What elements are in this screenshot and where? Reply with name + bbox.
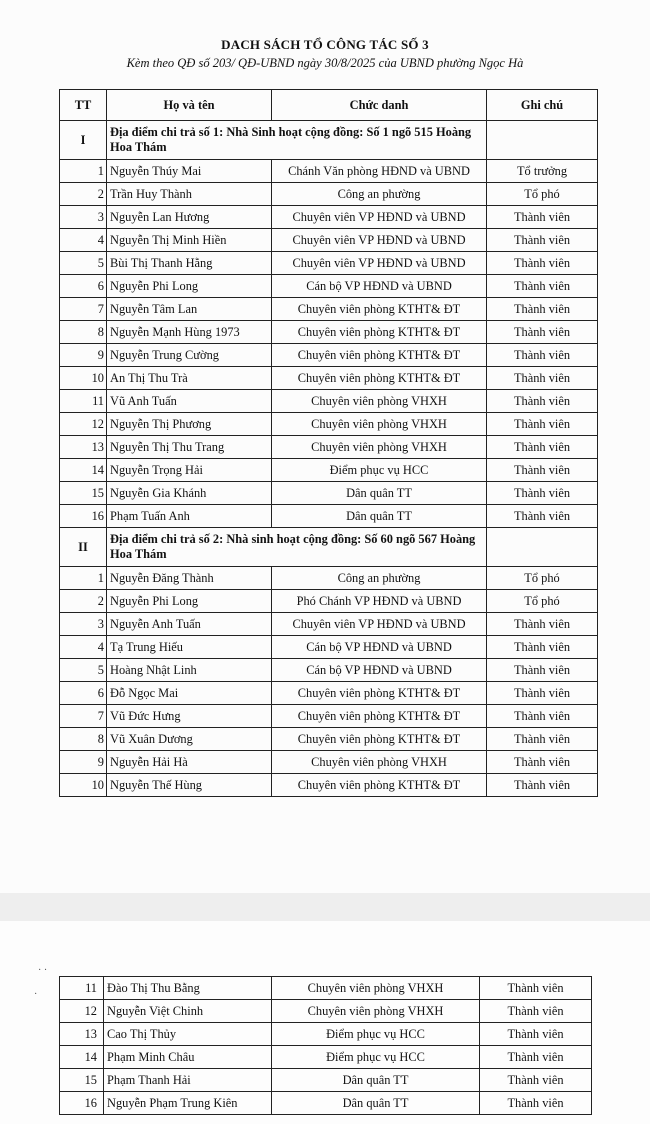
row-number-cell bbox=[60, 229, 107, 252]
header-position: Chức danh bbox=[272, 90, 487, 121]
row-number-cell bbox=[60, 183, 107, 206]
row-position: Dân quân TT bbox=[272, 482, 487, 505]
table-row bbox=[60, 229, 598, 252]
row-note: Thành viên bbox=[480, 1092, 592, 1115]
row-number-cell bbox=[60, 482, 107, 505]
row-number: 13 bbox=[60, 1023, 104, 1046]
row-name: Đỗ Ngọc Mai bbox=[107, 682, 272, 705]
row-number: 9 bbox=[97, 348, 104, 362]
table-row bbox=[60, 613, 598, 636]
row-number-cell bbox=[60, 613, 107, 636]
section-number: I bbox=[60, 121, 107, 160]
table-row bbox=[60, 1046, 592, 1069]
staff-table-continuation bbox=[59, 976, 592, 1115]
row-number: 11 bbox=[92, 394, 104, 408]
row-number: 2 bbox=[97, 594, 104, 608]
row-number: 3 bbox=[97, 617, 104, 631]
row-position: Công an phường bbox=[272, 183, 487, 206]
row-note: Thành viên bbox=[487, 436, 598, 459]
row-number: 10 bbox=[91, 371, 104, 385]
row-note: Tổ trưởng bbox=[487, 160, 598, 183]
row-number: 15 bbox=[91, 486, 104, 500]
row-name: Bùi Thị Thanh Hằng bbox=[107, 252, 272, 275]
document-subtitle: Kèm theo QĐ số 203/ QĐ-UBND ngày 30/8/2025 của UBND phường Ngọc Hà bbox=[126, 56, 524, 70]
row-number: 4 bbox=[97, 640, 104, 654]
empty-cell bbox=[487, 121, 598, 160]
row-position: Dân quân TT bbox=[272, 505, 487, 528]
row-name: Nguyễn Phi Long bbox=[107, 275, 272, 298]
table-row bbox=[60, 275, 598, 298]
row-number: 12 bbox=[91, 417, 104, 431]
row-position: Chuyên viên phòng VHXH bbox=[272, 436, 487, 459]
row-note: Thành viên bbox=[487, 275, 598, 298]
row-number-cell bbox=[60, 367, 107, 390]
row-number-cell bbox=[60, 636, 107, 659]
empty-cell bbox=[487, 528, 598, 567]
row-position: Chuyên viên VP HĐND và UBND bbox=[272, 206, 487, 229]
table-row bbox=[60, 728, 598, 751]
row-name: Nguyễn Thị Thu Trang bbox=[107, 436, 272, 459]
row-note: Thành viên bbox=[487, 659, 598, 682]
row-note: Thành viên bbox=[487, 774, 598, 797]
document-title: DACH SÁCH TỔ CÔNG TÁC SỐ 3 bbox=[221, 37, 429, 52]
row-position: Phó Chánh VP HĐND và UBND bbox=[272, 590, 487, 613]
row-position: Dân quân TT bbox=[272, 1069, 480, 1092]
row-number: 16 bbox=[91, 509, 104, 523]
row-number: 9 bbox=[97, 755, 104, 769]
row-note: Thành viên bbox=[487, 751, 598, 774]
row-position: Chuyên viên phòng VHXH bbox=[272, 390, 487, 413]
row-position: Chuyên viên phòng KTHT& ĐT bbox=[272, 774, 487, 797]
row-name: An Thị Thu Trà bbox=[107, 367, 272, 390]
row-position: Điểm phục vụ HCC bbox=[272, 459, 487, 482]
row-position: Cán bộ VP HĐND và UBND bbox=[272, 659, 487, 682]
row-number-cell bbox=[60, 298, 107, 321]
row-note: Thành viên bbox=[487, 459, 598, 482]
section-row bbox=[60, 528, 598, 567]
row-note: Thành viên bbox=[487, 321, 598, 344]
row-number-cell bbox=[60, 344, 107, 367]
row-name: Nguyễn Thị Minh Hiền bbox=[107, 229, 272, 252]
row-position: Chuyên viên phòng KTHT& ĐT bbox=[272, 344, 487, 367]
row-position: Chuyên viên VP HĐND và UBND bbox=[272, 613, 487, 636]
row-position: Chuyên viên phòng KTHT& ĐT bbox=[272, 682, 487, 705]
row-note: Tổ phó bbox=[487, 567, 598, 590]
row-number-cell bbox=[60, 275, 107, 298]
row-position: Chuyên viên phòng VHXH bbox=[272, 977, 480, 1000]
table-row bbox=[60, 252, 598, 275]
row-name: Phạm Thanh Hải bbox=[104, 1069, 272, 1092]
table-row bbox=[60, 705, 598, 728]
row-position: Chuyên viên phòng KTHT& ĐT bbox=[272, 367, 487, 390]
row-position: Chuyên viên phòng KTHT& ĐT bbox=[272, 321, 487, 344]
table-row bbox=[60, 567, 598, 590]
header-name: Họ và tên bbox=[107, 90, 272, 121]
row-number: 7 bbox=[97, 302, 104, 316]
table-row bbox=[60, 390, 598, 413]
row-number: 6 bbox=[97, 686, 104, 700]
row-position: Chuyên viên phòng VHXH bbox=[272, 413, 487, 436]
row-name: Trần Huy Thành bbox=[107, 183, 272, 206]
row-number-cell bbox=[60, 774, 107, 797]
row-number: 5 bbox=[97, 663, 104, 677]
row-name: Nguyễn Việt Chinh bbox=[104, 1000, 272, 1023]
section-number: II bbox=[60, 528, 107, 567]
row-number: 7 bbox=[97, 709, 104, 723]
page-gap bbox=[0, 893, 650, 921]
table-row bbox=[60, 344, 598, 367]
row-position: Chuyên viên phòng VHXH bbox=[272, 751, 487, 774]
table-row bbox=[60, 682, 598, 705]
row-number: 11 bbox=[60, 977, 104, 1000]
row-note: Thành viên bbox=[487, 390, 598, 413]
row-name: Phạm Minh Châu bbox=[104, 1046, 272, 1069]
row-name: Hoàng Nhật Linh bbox=[107, 659, 272, 682]
row-position: Chuyên viên phòng VHXH bbox=[272, 1000, 480, 1023]
table-row bbox=[60, 183, 598, 206]
row-note: Thành viên bbox=[487, 367, 598, 390]
table-row bbox=[60, 590, 598, 613]
row-note: Thành viên bbox=[480, 1023, 592, 1046]
row-number: 2 bbox=[97, 187, 104, 201]
table-row bbox=[60, 1000, 592, 1023]
row-position: Chuyên viên phòng KTHT& ĐT bbox=[272, 728, 487, 751]
table-row bbox=[60, 774, 598, 797]
row-number-cell bbox=[60, 590, 107, 613]
row-number-cell bbox=[60, 160, 107, 183]
row-name: Nguyễn Lan Hương bbox=[107, 206, 272, 229]
table-row bbox=[60, 659, 598, 682]
row-name: Nguyễn Phi Long bbox=[107, 590, 272, 613]
row-position: Chuyên viên VP HĐND và UBND bbox=[272, 252, 487, 275]
row-note: Thành viên bbox=[487, 413, 598, 436]
row-note: Thành viên bbox=[487, 505, 598, 528]
row-name: Nguyễn Tâm Lan bbox=[107, 298, 272, 321]
row-note: Thành viên bbox=[487, 298, 598, 321]
row-note: Thành viên bbox=[487, 682, 598, 705]
row-note: Tổ phó bbox=[487, 183, 598, 206]
row-number-cell bbox=[60, 321, 107, 344]
row-name: Nguyễn Hải Hà bbox=[107, 751, 272, 774]
row-position: Chuyên viên phòng KTHT& ĐT bbox=[272, 298, 487, 321]
row-number: 16 bbox=[60, 1092, 104, 1115]
row-number: 15 bbox=[60, 1069, 104, 1092]
table-row bbox=[60, 751, 598, 774]
row-number: 12 bbox=[60, 1000, 104, 1023]
table-row bbox=[60, 413, 598, 436]
row-number-cell bbox=[60, 505, 107, 528]
row-note: Thành viên bbox=[480, 1000, 592, 1023]
row-name: Đào Thị Thu Bằng bbox=[104, 977, 272, 1000]
row-name: Vũ Anh Tuấn bbox=[107, 390, 272, 413]
row-note: Thành viên bbox=[487, 705, 598, 728]
row-position: Công an phường bbox=[272, 567, 487, 590]
row-note: Thành viên bbox=[487, 252, 598, 275]
scan-speck: · · bbox=[38, 965, 48, 976]
row-number-cell bbox=[60, 567, 107, 590]
row-name: Nguyễn Thế Hùng bbox=[107, 774, 272, 797]
row-number: 3 bbox=[97, 210, 104, 224]
row-position: Điểm phục vụ HCC bbox=[272, 1023, 480, 1046]
header-note: Ghi chú bbox=[487, 90, 598, 121]
row-number: 13 bbox=[91, 440, 104, 454]
row-name: Nguyễn Anh Tuấn bbox=[107, 613, 272, 636]
table-row bbox=[60, 206, 598, 229]
row-name: Nguyễn Phạm Trung Kiên bbox=[104, 1092, 272, 1115]
row-name: Phạm Tuấn Anh bbox=[107, 505, 272, 528]
row-note: Thành viên bbox=[480, 977, 592, 1000]
row-note: Thành viên bbox=[480, 1069, 592, 1092]
row-number: 5 bbox=[97, 256, 104, 270]
row-number-cell bbox=[60, 459, 107, 482]
row-name: Nguyễn Đăng Thành bbox=[107, 567, 272, 590]
row-number-cell bbox=[60, 682, 107, 705]
row-name: Nguyễn Mạnh Hùng 1973 bbox=[107, 321, 272, 344]
table-row bbox=[60, 977, 592, 1000]
table-row bbox=[60, 636, 598, 659]
table-row bbox=[60, 505, 598, 528]
row-number: 14 bbox=[60, 1046, 104, 1069]
row-name: Tạ Trung Hiếu bbox=[107, 636, 272, 659]
row-position: Dân quân TT bbox=[272, 1092, 480, 1115]
row-name: Vũ Đức Hưng bbox=[107, 705, 272, 728]
table-row bbox=[60, 298, 598, 321]
row-note: Thành viên bbox=[480, 1046, 592, 1069]
table-header-row bbox=[60, 90, 598, 121]
row-number: 1 bbox=[97, 571, 104, 585]
section-title: Địa điểm chi trả số 2: Nhà sinh hoạt cộng đồng: Số 60 ngõ 567 Hoàng Hoa Thám bbox=[107, 528, 487, 567]
section-title: Địa điểm chi trả số 1: Nhà Sinh hoạt cộng đồng: Số 1 ngõ 515 Hoàng Hoa Thám bbox=[107, 121, 487, 160]
row-position: Cán bộ VP HĐND và UBND bbox=[272, 275, 487, 298]
row-number: 8 bbox=[97, 732, 104, 746]
row-number-cell bbox=[60, 705, 107, 728]
header-tt: TT bbox=[60, 90, 107, 121]
row-name: Nguyễn Thúy Mai bbox=[107, 160, 272, 183]
row-number-cell bbox=[60, 413, 107, 436]
row-number: 10 bbox=[91, 778, 104, 792]
table-row bbox=[60, 459, 598, 482]
table-row bbox=[60, 1092, 592, 1115]
row-number-cell bbox=[60, 390, 107, 413]
row-name: Nguyễn Trung Cường bbox=[107, 344, 272, 367]
table-row bbox=[60, 1023, 592, 1046]
table-row bbox=[60, 436, 598, 459]
row-note: Thành viên bbox=[487, 728, 598, 751]
row-position: Chuyên viên phòng KTHT& ĐT bbox=[272, 705, 487, 728]
table-row bbox=[60, 482, 598, 505]
row-number-cell bbox=[60, 659, 107, 682]
table-row bbox=[60, 160, 598, 183]
row-name: Vũ Xuân Dương bbox=[107, 728, 272, 751]
row-note: Thành viên bbox=[487, 344, 598, 367]
row-number: 14 bbox=[91, 463, 104, 477]
row-number-cell bbox=[60, 252, 107, 275]
row-number-cell bbox=[60, 751, 107, 774]
row-name: Nguyễn Thị Phương bbox=[107, 413, 272, 436]
row-name: Cao Thị Thủy bbox=[104, 1023, 272, 1046]
row-note: Thành viên bbox=[487, 636, 598, 659]
table-row bbox=[60, 1069, 592, 1092]
table-row bbox=[60, 321, 598, 344]
row-number: 6 bbox=[97, 279, 104, 293]
section-row bbox=[60, 121, 598, 160]
row-number-cell bbox=[60, 206, 107, 229]
row-position: Điểm phục vụ HCC bbox=[272, 1046, 480, 1069]
row-number-cell bbox=[60, 728, 107, 751]
scan-speck: · bbox=[34, 989, 38, 1000]
row-note: Thành viên bbox=[487, 482, 598, 505]
row-note: Thành viên bbox=[487, 613, 598, 636]
row-position: Chuyên viên VP HĐND và UBND bbox=[272, 229, 487, 252]
row-note: Tổ phó bbox=[487, 590, 598, 613]
row-number: 8 bbox=[97, 325, 104, 339]
row-number: 4 bbox=[97, 233, 104, 247]
row-position: Chánh Văn phòng HĐND và UBND bbox=[272, 160, 487, 183]
row-number-cell bbox=[60, 436, 107, 459]
row-name: Nguyễn Gia Khánh bbox=[107, 482, 272, 505]
row-note: Thành viên bbox=[487, 206, 598, 229]
row-number: 1 bbox=[97, 164, 104, 178]
row-note: Thành viên bbox=[487, 229, 598, 252]
table-row bbox=[60, 367, 598, 390]
row-name: Nguyễn Trọng Hải bbox=[107, 459, 272, 482]
row-position: Cán bộ VP HĐND và UBND bbox=[272, 636, 487, 659]
staff-table bbox=[59, 89, 598, 797]
